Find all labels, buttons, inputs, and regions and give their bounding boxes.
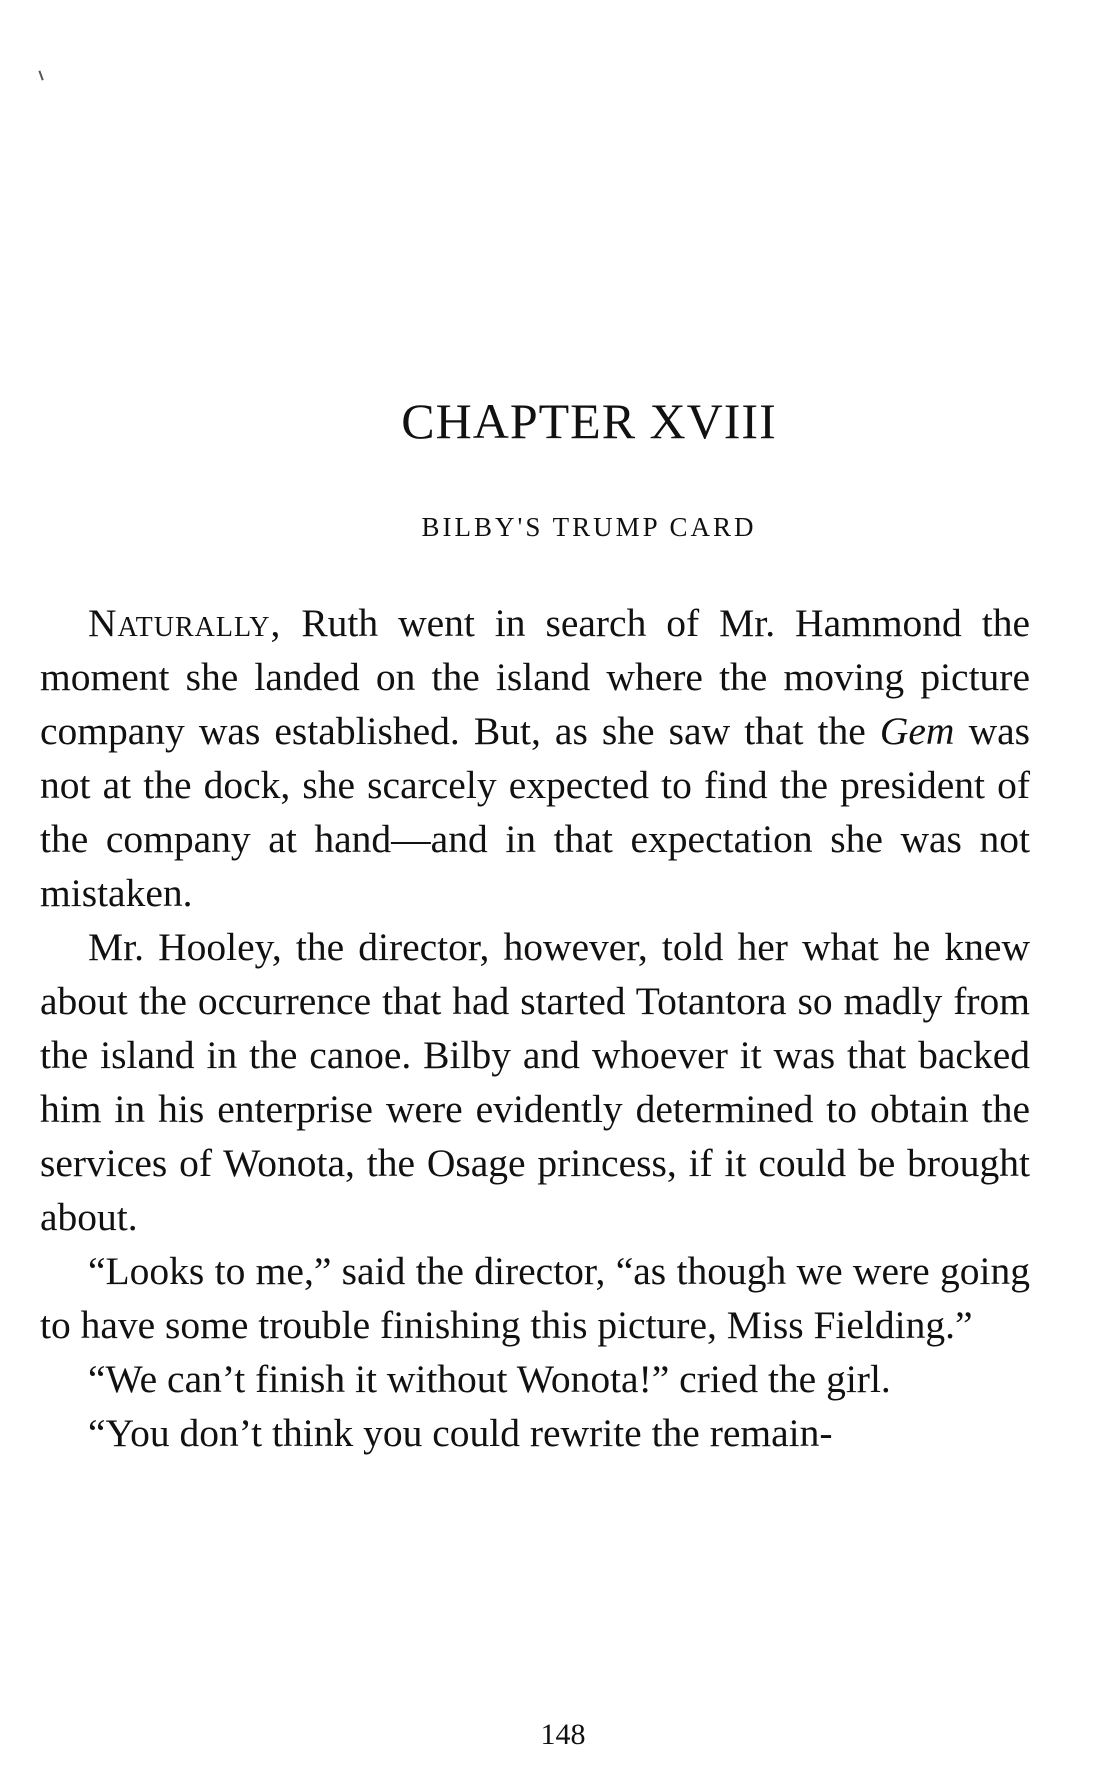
opening-word: Naturally, — [88, 601, 282, 645]
page-number: 148 — [540, 1718, 586, 1751]
ship-name: Gem — [879, 709, 955, 753]
paragraph-1-text-a: Ruth went in search of Mr. Hammond the moment she landed on the island where the moving picture company was established. But, as she saw that the — [40, 601, 1030, 753]
chapter-subtitle: BILBY'S TRUMP CARD — [421, 512, 757, 542]
chapter-body — [40, 596, 1030, 1460]
chapter-title: CHAPTER XVIII — [401, 393, 777, 449]
paragraph-4: “We can’t finish it without Wonota!” cried the girl. — [88, 1357, 891, 1401]
paragraph-1 — [40, 596, 1030, 920]
paragraph-1-text-b: was not at the dock, she scarcely expected to find the president of the company at hand—and in that expectation she was not mistaken. — [40, 709, 1030, 915]
paragraph-3: “Looks to me,” said the director, “as though we were going to have some trouble finishing this picture, Miss Fielding.” — [40, 1249, 1030, 1347]
print-speck — [38, 69, 46, 80]
paragraph-5: “You don’t think you could rewrite the remain- — [88, 1411, 833, 1455]
paragraph-2: Mr. Hooley, the director, however, told her what he knew about the occurrence that had started Totantora so madly from the island in the canoe. Bilby and whoever it was that backed him in his enterprise were evidently determined to obtain the services of Wonota, the Osage princess, if it could be brought about. — [40, 925, 1030, 1239]
